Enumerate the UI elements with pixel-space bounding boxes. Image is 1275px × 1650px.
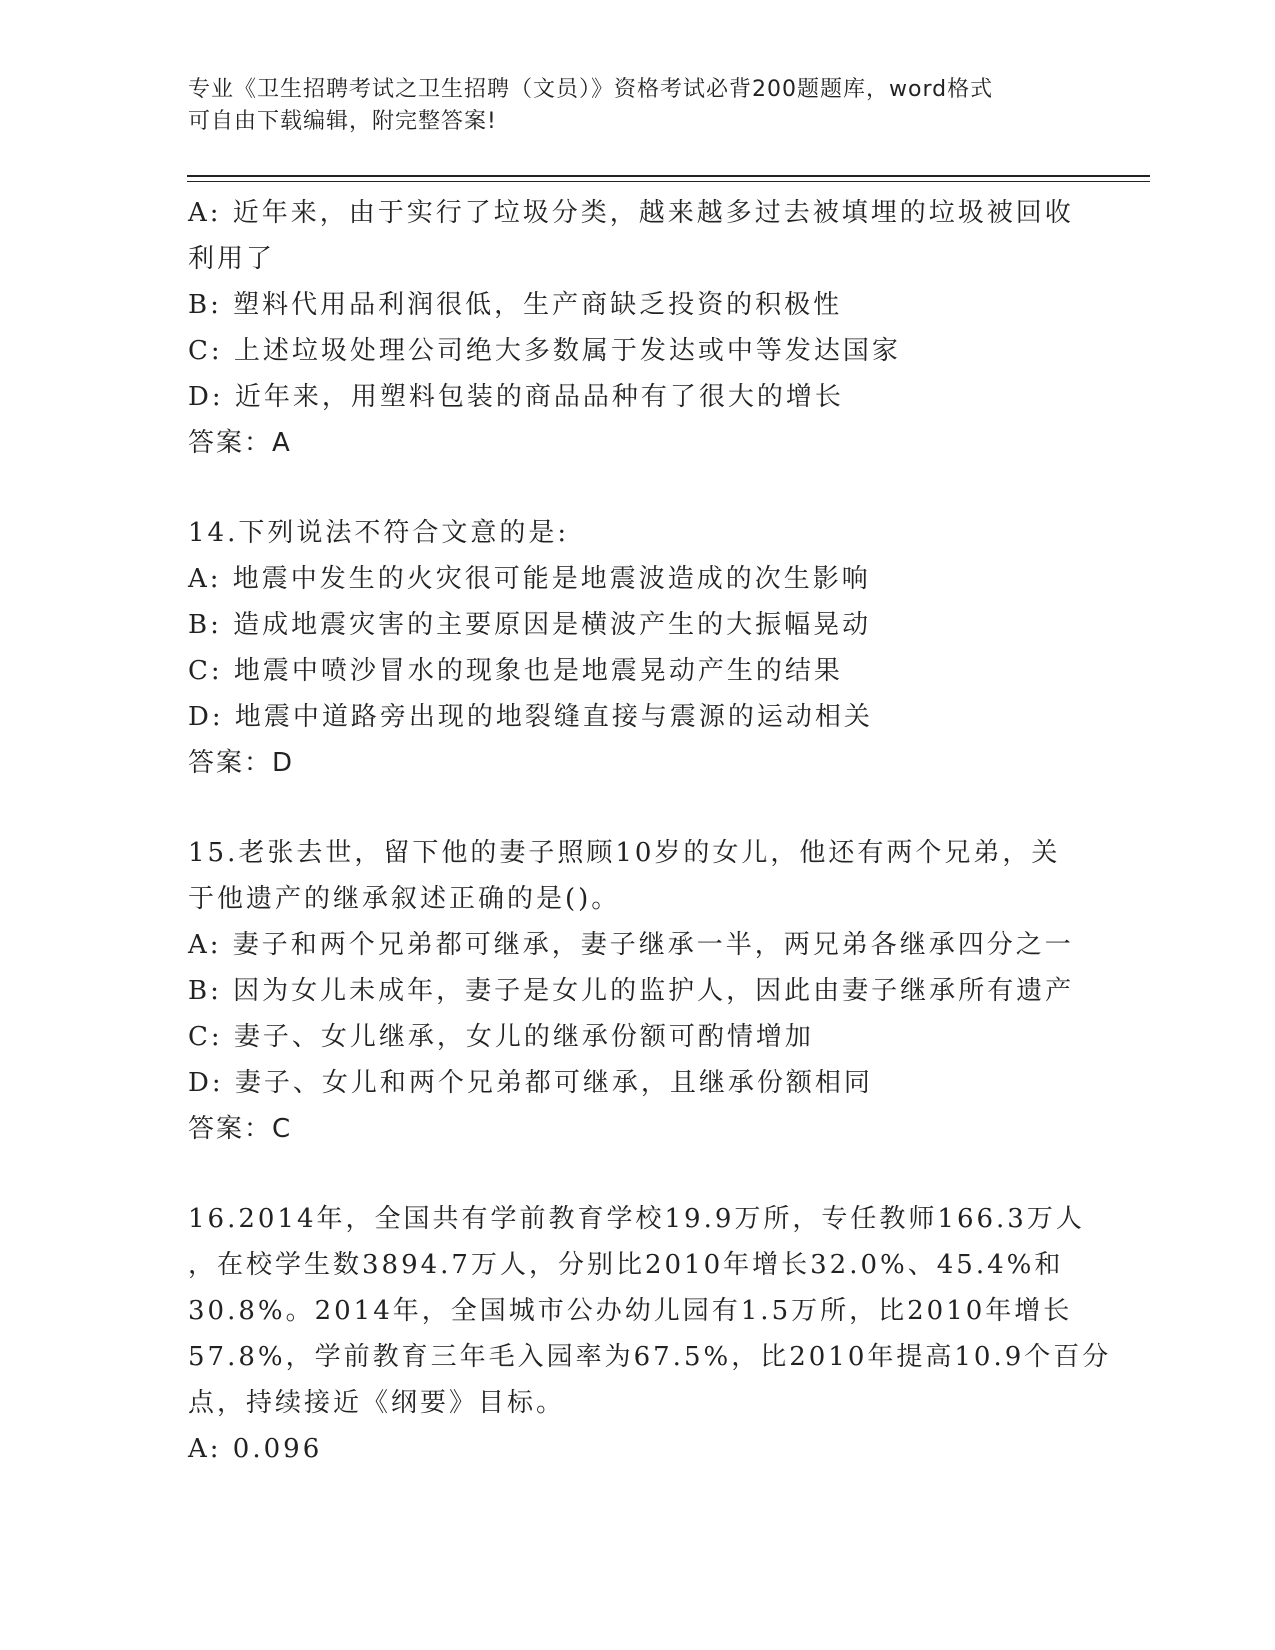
answer-label: 答案：C [188,1114,293,1144]
question-15-block [188,830,1088,1152]
option-b: B: 因为女儿未成年，妻子是女儿的监护人，因此由妻子继承所有遗产 [188,976,1075,1006]
question-text: 14.下列说法不符合文意的是: [188,518,570,548]
option-a: A: 0.096 [188,1434,323,1464]
question-text-line-4: 57.8%，学前教育三年毛入园率为67.5%，比2010年提高10.9个百分 [188,1342,1112,1372]
option-b: B: 造成地震灾害的主要原因是横波产生的大振幅晃动 [188,610,872,640]
answer-label: 答案：A [188,428,292,458]
header-divider-thin [187,181,1150,182]
question-14-block [188,510,1088,786]
option-c: C: 上述垃圾处理公司绝大多数属于发达或中等发达国家 [188,336,901,366]
spacer [188,786,1088,830]
question-text-line-3: 30.8%。2014年，全国城市公办幼儿园有1.5万所，比2010年增长 [188,1296,1073,1326]
header-divider-thick [187,175,1150,177]
document-header [188,74,1068,138]
header-title-line-1: 专业《卫生招聘考试之卫生招聘（文员）》资格考试必背200题题库，word格式 [188,77,994,102]
spacer [188,1152,1088,1196]
option-a: A: 妻子和两个兄弟都可继承，妻子继承一半，两兄弟各继承四分之一 [188,930,1074,960]
question-13-block [188,190,1088,466]
question-16-block [188,1196,1112,1472]
question-text-line-1: 15.老张去世，留下他的妻子照顾10岁的女儿，他还有两个兄弟，关 [188,838,1061,868]
document-body [188,190,1112,1472]
option-d: D: 近年来，用塑料包装的商品品种有了很大的增长 [188,382,844,412]
option-c: C: 妻子、女儿继承，女儿的继承份额可酌情增加 [188,1022,814,1052]
option-d: D: 妻子、女儿和两个兄弟都可继承，且继承份额相同 [188,1068,873,1098]
question-text-line-1: 16.2014年，全国共有学前教育学校19.9万所，专任教师166.3万人 [188,1204,1085,1234]
question-text-line-2: 于他遗产的继承叙述正确的是()。 [188,884,621,914]
option-a-line-2: 利用了 [188,244,276,274]
question-text-line-2: ，在校学生数3894.7万人，分别比2010年增长32.0%、45.4%和 [188,1250,1064,1280]
option-c: C: 地震中喷沙冒水的现象也是地震晃动产生的结果 [188,656,843,686]
question-text-line-5: 点，持续接近《纲要》目标。 [188,1388,566,1418]
answer-label: 答案：D [188,748,295,778]
option-a-line-1: A: 近年来，由于实行了垃圾分类，越来越多过去被填埋的垃圾被回收 [188,198,1074,228]
option-a: A: 地震中发生的火灾很可能是地震波造成的次生影响 [188,564,871,594]
spacer [188,466,1088,510]
option-d: D: 地震中道路旁出现的地裂缝直接与震源的运动相关 [188,702,873,732]
header-title-line-2: 可自由下载编辑，附完整答案! [188,109,497,134]
option-b: B: 塑料代用品利润很低，生产商缺乏投资的积极性 [188,290,843,320]
